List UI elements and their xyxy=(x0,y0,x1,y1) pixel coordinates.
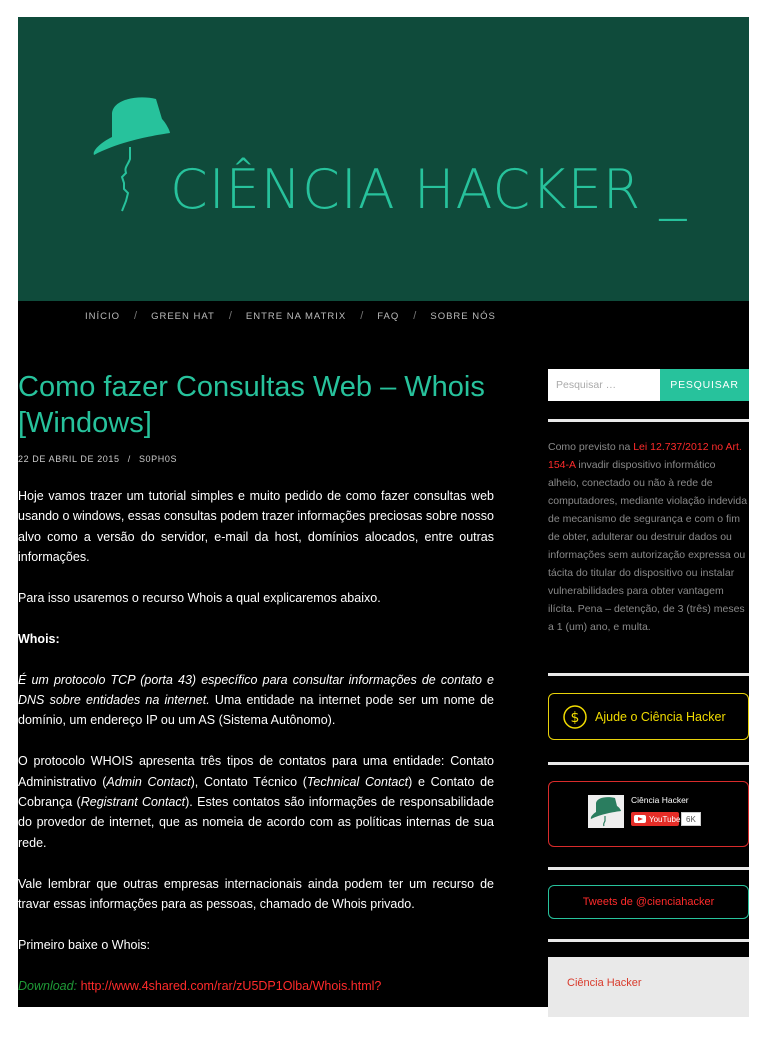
divider xyxy=(548,673,749,676)
post-paragraph: Primeiro baixe o Whois: xyxy=(18,937,150,952)
tweets-link[interactable]: Tweets de @cienciahacker xyxy=(582,896,715,908)
meta-separator: / xyxy=(127,454,131,464)
paragraph-text: Uma entidade na internet pode ser um nome de domínio, um endereço IP ou um AS (Sistema Autônomo). xyxy=(18,693,494,728)
page xyxy=(18,17,749,1034)
registrant-contact-term: Registrant Contact xyxy=(80,795,186,810)
post-meta xyxy=(18,454,494,464)
hacker-logo-icon xyxy=(588,795,624,828)
legal-text: invadir dispositivo informático alheio, conectado ou não à rede de computadores, mediante violação indevida de mecanismo de segurança e com o fim de obter, adulterar ou destruir dados ou informações sem autorização expressa ou tácita do titular do dispositivo ou instalar vulnerabilidades para obter vantagem ilícita. Pena – detenção, de 3 (três) meses a 1 (um) ano, e multa. xyxy=(548,459,748,633)
legal-text: Como previsto na xyxy=(548,441,634,453)
nav-item-inicio[interactable]: INÍCIO xyxy=(85,310,121,322)
sidebar xyxy=(548,369,749,989)
section-heading: Whois: xyxy=(18,631,60,646)
site-title[interactable]: CIÊNCIA HACKER _ xyxy=(170,158,688,221)
site-header-banner[interactable] xyxy=(18,17,749,301)
search-button[interactable]: PESQUISAR xyxy=(660,369,749,401)
admin-contact-term: Admin Contact xyxy=(106,774,191,789)
donate-button[interactable] xyxy=(548,693,749,740)
hacker-logo-icon xyxy=(90,93,172,233)
paragraph-text: ), Contato Técnico ( xyxy=(190,774,307,789)
post-paragraph: Hoje vamos trazer um tutorial simples e muito pedido de como fazer consultas web usando o windows, essas consultas podem trazer informações preciosas sobre nosso alvo como a versão do servidor, e-mail da host, domínios alocados, entre outras informações. xyxy=(18,489,494,565)
paragraph-text: ) e Contato de Cobrança ( xyxy=(18,774,495,810)
technical-contact-term: Technical Contact xyxy=(306,774,409,789)
post-paragraph: Para isso usaremos o recurso Whois a qual explicaremos abaixo. xyxy=(18,591,381,606)
channel-avatar[interactable] xyxy=(588,795,624,828)
nav-item-green-hat[interactable]: GREEN HAT xyxy=(151,310,215,322)
post-date[interactable]: 22 DE ABRIL DE 2015 xyxy=(18,454,120,464)
nav-item-sobre-nos[interactable]: SOBRE NÓS xyxy=(430,310,496,322)
search-input[interactable] xyxy=(548,369,660,401)
post-paragraph: Vale lembrar que outras empresas internacionais ainda podem ter um recurso de travar essas informações para as pessoas, chamado de Whois privado. xyxy=(18,876,494,912)
download-label: Download: xyxy=(18,978,78,993)
youtube-subscribe-button[interactable] xyxy=(631,812,679,826)
post-paragraph xyxy=(18,751,494,853)
youtube-play-icon xyxy=(634,815,646,823)
subscriber-count: 6K xyxy=(681,812,701,826)
divider xyxy=(548,419,749,422)
nav-separator: / xyxy=(228,310,232,322)
svg-text:$: $ xyxy=(570,709,580,726)
nav-item-faq[interactable]: FAQ xyxy=(377,310,400,322)
youtube-widget xyxy=(548,781,749,847)
download-link[interactable]: http://www.4shared.com/rar/zU5DP1Olba/Whois.html? xyxy=(80,978,382,993)
paragraph-text: ). Estes contatos são informações de responsabilidade do provedor de internet, que as nomeia de acordo com as políticas internas de sua rede. xyxy=(18,795,494,850)
divider xyxy=(548,867,749,870)
download-line xyxy=(18,976,494,996)
nav-separator: / xyxy=(360,310,364,322)
youtube-button-label: YouTube xyxy=(649,814,681,824)
nav-item-entre-na-matrix[interactable]: ENTRE NA MATRIX xyxy=(245,310,347,322)
main-navigation xyxy=(18,301,749,331)
post-paragraph xyxy=(18,670,494,731)
donate-label: Ajude o Ciência Hacker xyxy=(595,709,726,724)
twitter-widget[interactable] xyxy=(548,885,749,919)
legal-notice xyxy=(548,438,749,636)
facebook-page-link[interactable]: Ciência Hacker xyxy=(567,977,642,989)
search-form xyxy=(548,369,749,401)
youtube-channel-name[interactable]: Ciência Hacker xyxy=(631,795,689,805)
divider xyxy=(548,939,749,942)
facebook-widget xyxy=(548,957,749,1017)
law-link[interactable]: Lei 12.737/2012 no Art. 154-A xyxy=(548,441,742,471)
post-title[interactable]: Como fazer Consultas Web – Whois [Windows] xyxy=(18,371,485,439)
post-paragraph: Depois extraia o Whois.exe para o Disco Local “C:” xyxy=(18,1019,302,1034)
definition-text: É um protocolo TCP (porta 43) específico para consultar informações de contato e DNS sobre entidades na internet. xyxy=(18,672,494,708)
post-article xyxy=(18,369,494,1037)
dollar-icon xyxy=(563,705,587,729)
paragraph-text: O protocolo WHOIS apresenta três tipos de contatos para uma entidade: Contato Administrativo ( xyxy=(18,754,494,789)
nav-separator: / xyxy=(134,310,138,322)
divider xyxy=(548,762,749,765)
nav-separator: / xyxy=(413,310,417,322)
post-author[interactable]: S0PH0S xyxy=(138,454,178,464)
